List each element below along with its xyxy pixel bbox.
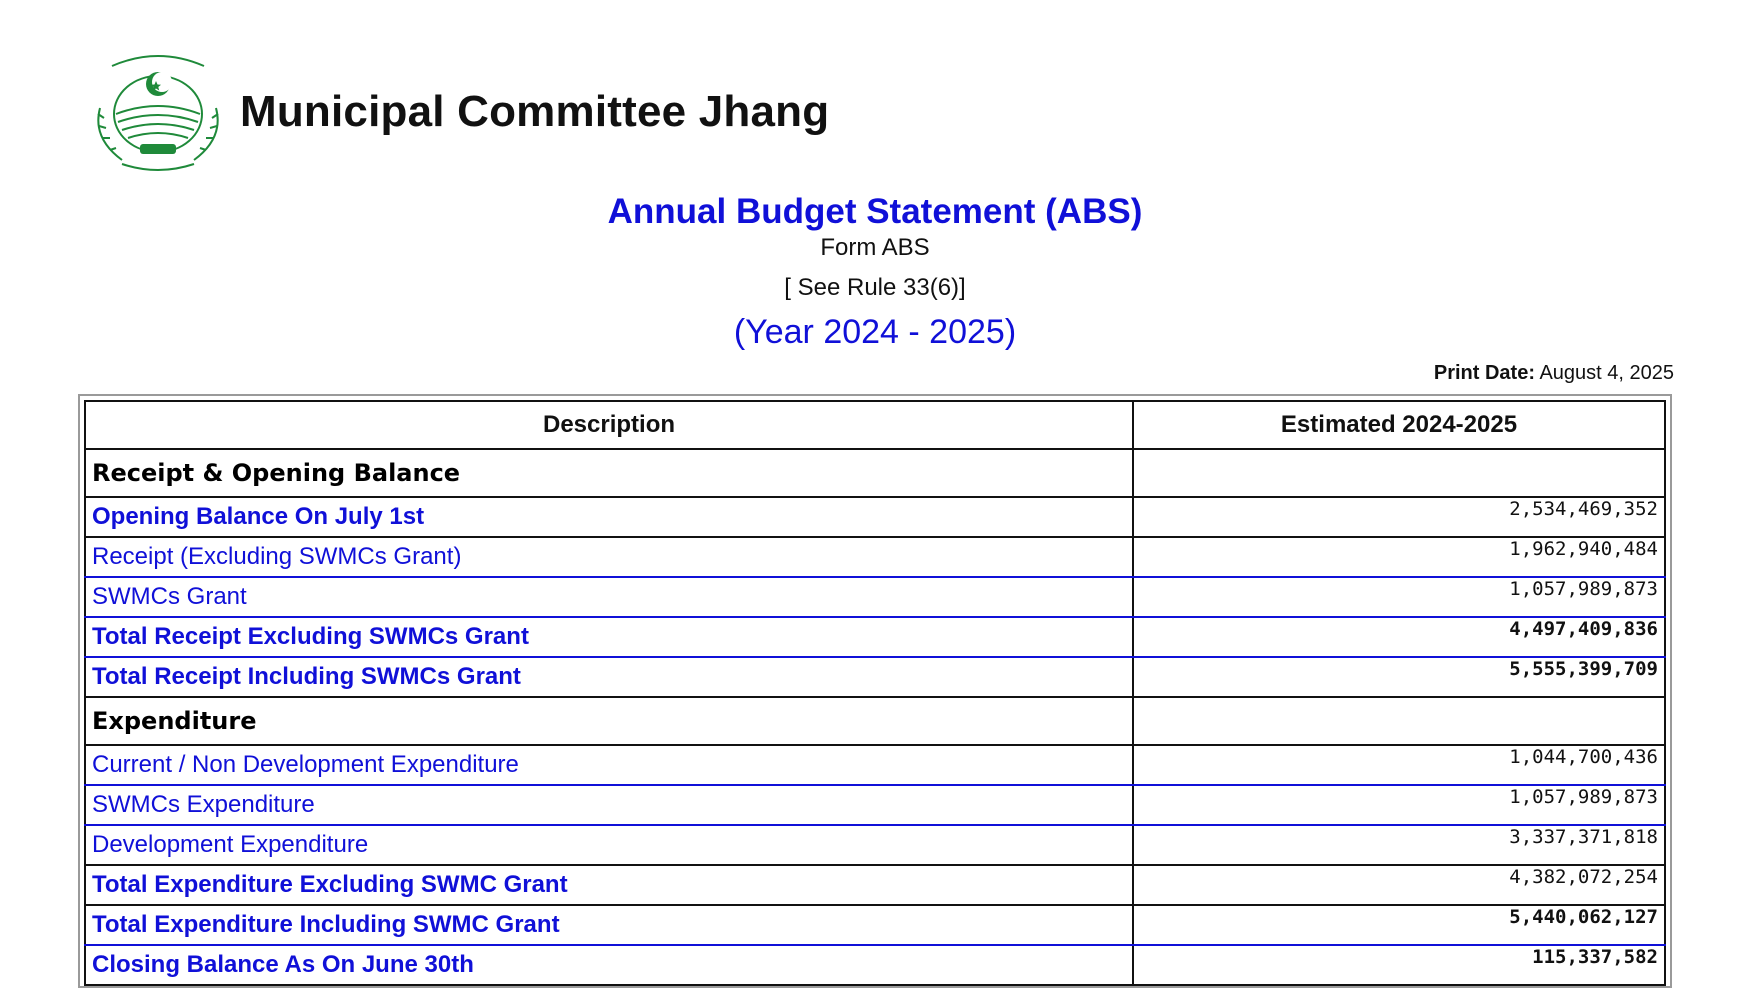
table-row xyxy=(85,497,1665,537)
row-amount: 1,962,940,484 xyxy=(1133,537,1665,577)
column-header-description: Description xyxy=(85,401,1133,449)
row-description-link[interactable]: Development Expenditure xyxy=(85,825,1133,865)
print-date xyxy=(1434,362,1674,385)
rule-reference: [ See Rule 33(6)] xyxy=(784,274,966,301)
row-description: Receipt & Opening Balance xyxy=(85,449,1133,497)
organization-name: Municipal Committee Jhang xyxy=(240,87,830,136)
table-row xyxy=(85,785,1665,825)
row-amount: 1,044,700,436 xyxy=(1133,745,1665,785)
row-amount: 3,337,371,818 xyxy=(1133,825,1665,865)
row-description-link[interactable]: Current / Non Development Expenditure xyxy=(85,745,1133,785)
page-title: Annual Budget Statement (ABS) xyxy=(607,192,1143,231)
print-date-value: August 4, 2025 xyxy=(1539,362,1674,384)
row-amount: 1,057,989,873 xyxy=(1133,577,1665,617)
row-description-link[interactable]: Closing Balance As On June 30th xyxy=(85,945,1133,985)
fiscal-year: (Year 2024 - 2025) xyxy=(733,313,1017,351)
print-date-label: Print Date: xyxy=(1433,362,1535,384)
section-row-receipt xyxy=(85,449,1665,497)
table-row xyxy=(85,537,1665,577)
table-row xyxy=(85,945,1665,985)
section-row-expenditure xyxy=(85,697,1665,745)
row-amount: 2,534,469,352 xyxy=(1133,497,1665,537)
table-row xyxy=(85,745,1665,785)
table-row xyxy=(85,657,1665,697)
punjab-government-emblem-icon xyxy=(82,48,234,176)
table-row xyxy=(85,865,1665,905)
table-header-row xyxy=(85,401,1665,449)
row-amount: 4,382,072,254 xyxy=(1133,865,1665,905)
row-amount: 5,555,399,709 xyxy=(1133,657,1665,697)
row-description-link[interactable]: Receipt (Excluding SWMCs Grant) xyxy=(85,537,1133,577)
row-amount: 1,057,989,873 xyxy=(1133,785,1665,825)
table-row xyxy=(85,577,1665,617)
row-amount xyxy=(1133,697,1665,745)
row-amount: 5,440,062,127 xyxy=(1133,905,1665,945)
budget-table xyxy=(84,400,1666,986)
table-row xyxy=(85,905,1665,945)
row-amount xyxy=(1133,449,1665,497)
row-description-link[interactable]: Total Expenditure Including SWMC Grant xyxy=(85,905,1133,945)
table-row xyxy=(85,617,1665,657)
row-description-link[interactable]: Total Expenditure Excluding SWMC Grant xyxy=(85,865,1133,905)
row-description: Expenditure xyxy=(85,697,1133,745)
table-row xyxy=(85,825,1665,865)
form-label: Form ABS xyxy=(820,234,930,261)
row-amount: 115,337,582 xyxy=(1133,945,1665,985)
row-description-link[interactable]: Total Receipt Including SWMCs Grant xyxy=(85,657,1133,697)
row-amount: 4,497,409,836 xyxy=(1133,617,1665,657)
row-description-link[interactable]: SWMCs Expenditure xyxy=(85,785,1133,825)
row-description-link[interactable]: SWMCs Grant xyxy=(85,577,1133,617)
row-description-link[interactable]: Total Receipt Excluding SWMCs Grant xyxy=(85,617,1133,657)
column-header-estimate: Estimated 2024-2025 xyxy=(1133,401,1665,449)
statement-titles xyxy=(0,192,1750,352)
row-description-link[interactable]: Opening Balance On July 1st xyxy=(85,497,1133,537)
page-header xyxy=(82,48,829,176)
